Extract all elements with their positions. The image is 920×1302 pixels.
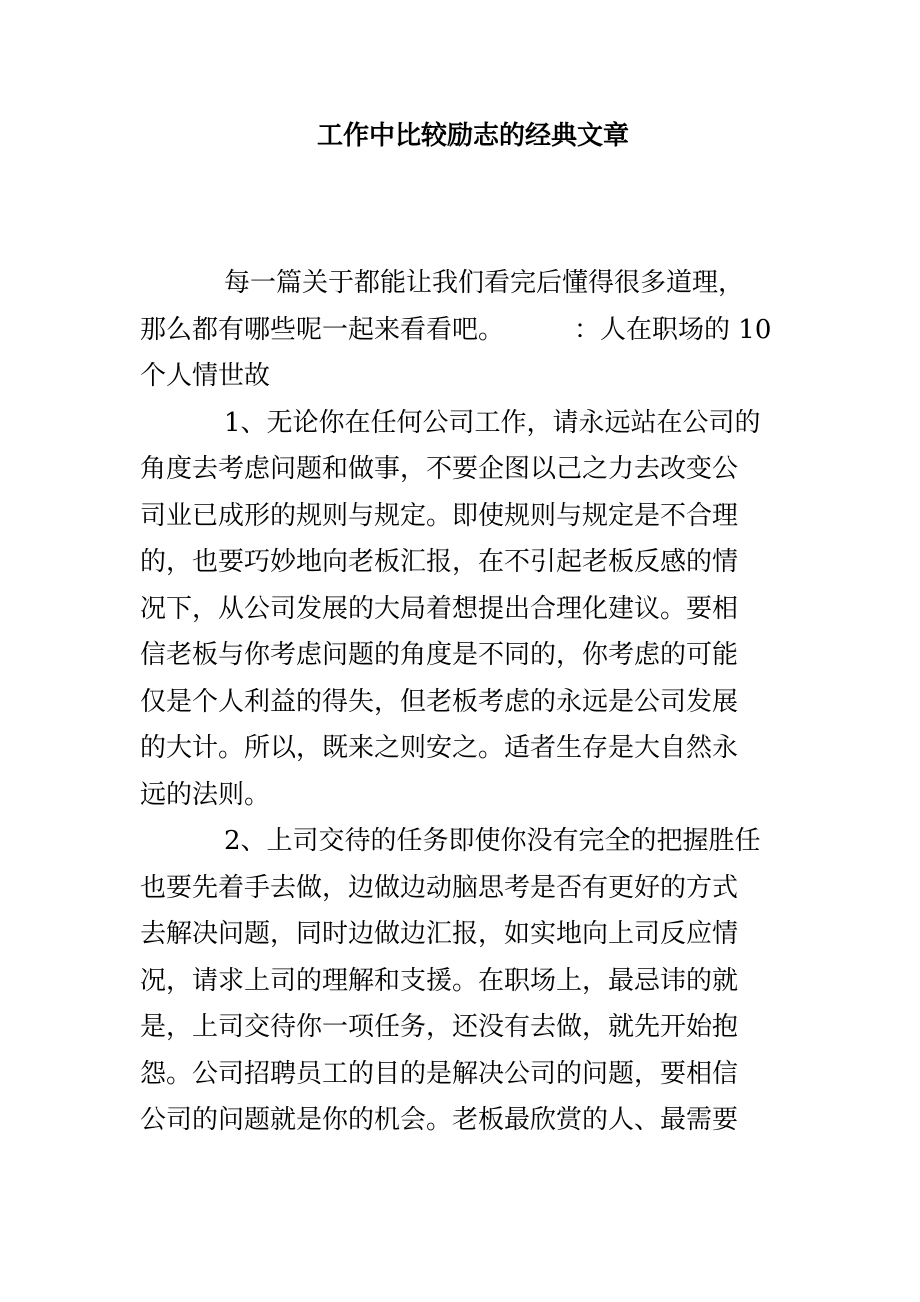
paragraph-line: 况，请求上司的理解和支援。在职场上，最忌讳的就 [140,965,739,996]
paragraph-line: 去解决问题，同时边做边汇报，如实地向上司反应情 [140,919,739,949]
document-body [140,260,784,1144]
paragraph-line [140,307,784,354]
paragraph-line: 况下，从公司发展的大局着想提出合理化建议。要相 [140,593,739,624]
paragraph-line: 信老板与你考虑问题的角度是不同的，你考虑的可能 [140,640,739,670]
paragraph-text: ：人在职场的 10 [574,314,772,345]
paragraph-line: 仅是个人利益的得失，但老板考虑的永远是公司发展 [140,686,739,717]
paragraph-line: 是，上司交待你一项任务，还没有去做，就先开始抱 [140,1012,739,1042]
paragraph-text: 那么都有哪些呢一起来看看吧。 [140,314,505,345]
paragraph-line: 2、上司交待的任务即使你没有完全的把握胜任 [224,826,761,856]
paragraph-line: 的大计。所以，既来之则安之。适者生存是大自然永 [140,733,739,763]
document-title: 工作中比较励志的经典文章 [316,121,629,151]
paragraph-line: 怨。公司招聘员工的目的是解决公司的问题，要相信 [140,1058,739,1089]
paragraph-line: 公司的问题就是你的机会。老板最欣赏的人、最需要 [140,1105,739,1135]
paragraph-line: 远的法则。 [140,779,271,810]
paragraph-line: 的，也要巧妙地向老板汇报，在不引起老板反感的情 [140,547,739,577]
paragraph-line: 也要先着手去做，边做边动脑思考是否有更好的方式 [140,872,739,903]
paragraph-line: 角度去考虑问题和做事，不要企图以己之力去改变公 [140,454,739,484]
paragraph-line: 司业已成形的规则与规定。即使规则与规定是不合理 [140,500,739,531]
paragraph-line: 1、无论你在任何公司工作，请永远站在公司的 [224,407,761,438]
paragraph-line: 每一篇关于都能让我们看完后懂得很多道理， [224,268,745,298]
paragraph-line: 个人情世故 [140,361,271,391]
